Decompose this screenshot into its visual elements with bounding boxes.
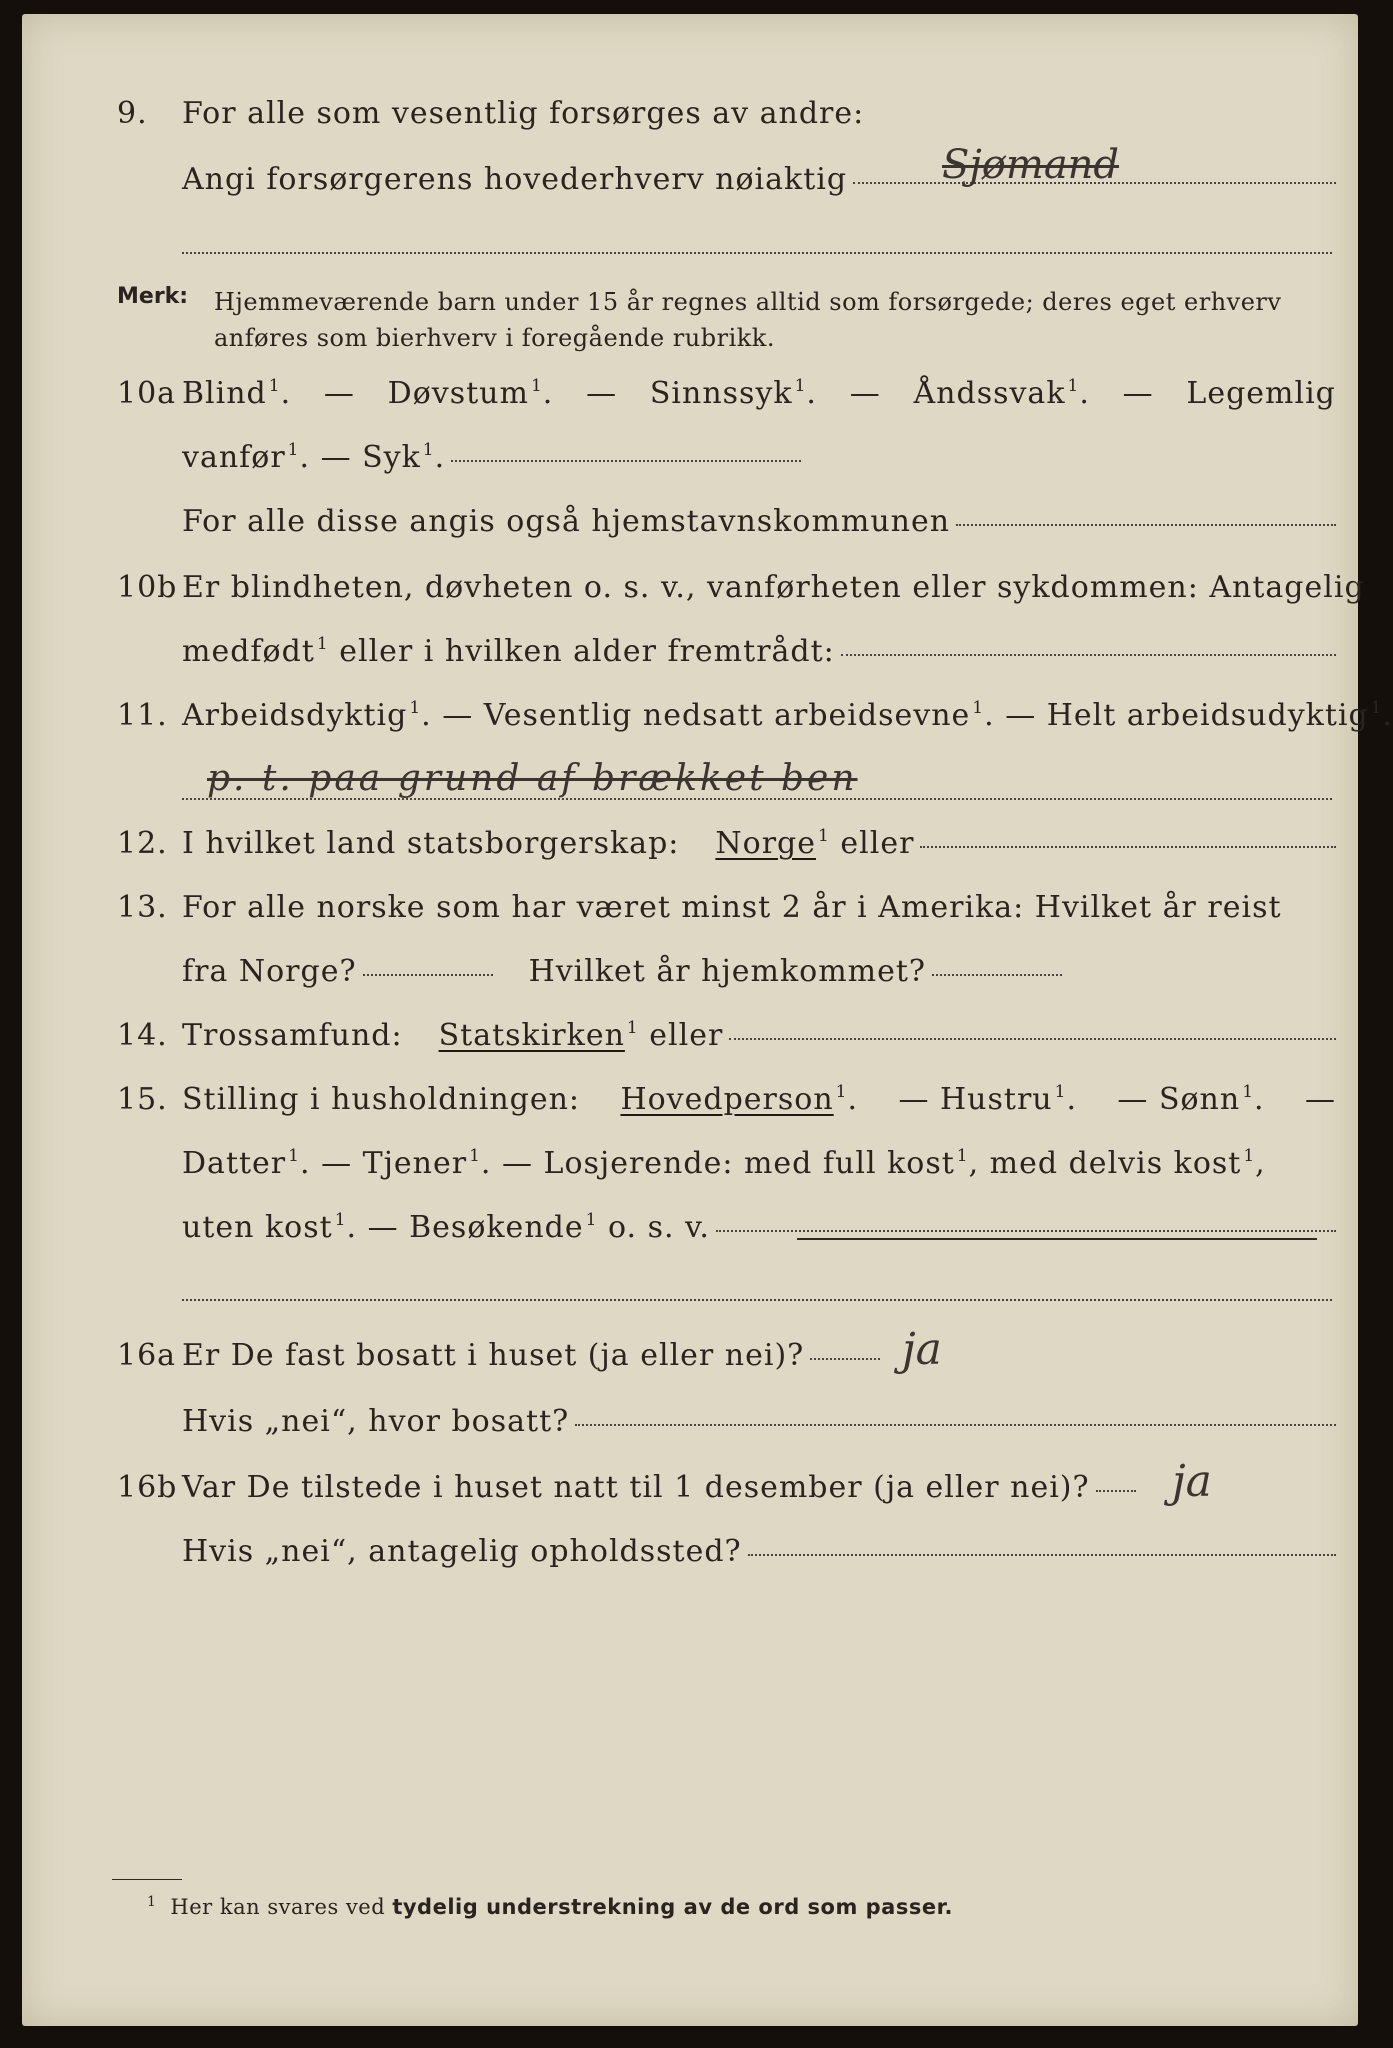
q16b-handwritten-answer: ja — [1172, 1456, 1212, 1507]
option-legemlig: Legemlig — [1186, 376, 1336, 411]
q10b-prompt: eller i hvilken alder fremtrådt: — [339, 634, 835, 669]
q10a-hjemstavn-line — [956, 504, 1336, 526]
option-blind: Blind — [182, 376, 267, 411]
q16b-answer-line — [1096, 1470, 1136, 1492]
q13-hjemkommet-prompt: Hvilket år hjemkommet? — [528, 954, 927, 989]
q11-handwritten-answer: p. t. paa grund af brækket ben — [207, 758, 858, 799]
q13-line1 — [22, 890, 1358, 946]
option-udyktig: — Helt arbeidsudyktig — [1005, 698, 1369, 733]
q13-number: 13. — [117, 890, 168, 925]
q10a-line3 — [22, 504, 1358, 560]
q16a-number: 16a — [117, 1338, 177, 1373]
option-sinnssyk: Sinnssyk — [649, 376, 793, 411]
footnote — [147, 1894, 953, 1919]
footnote-rule — [112, 1879, 182, 1880]
q14-answer-line — [729, 1018, 1336, 1040]
q9-line1 — [22, 96, 1358, 152]
q13-text: For alle norske som har været minst 2 år i Amerika: Hvilket år reist — [182, 890, 1282, 925]
q13-reist-prompt: fra Norge? — [182, 954, 357, 989]
q9-handwritten-answer: Sjømand — [942, 142, 1120, 188]
option-vanfor: vanfør — [182, 440, 286, 475]
q10b-line1 — [22, 570, 1365, 626]
q9-extra-line — [182, 252, 1332, 254]
q11-number: 11. — [117, 698, 168, 733]
q15-answer-line — [716, 1210, 1336, 1232]
q12-line: 12. I hvilket land statsborgerskap: Norge $^1$ eller — [22, 826, 1358, 882]
q12-answer-line — [920, 826, 1336, 848]
q16b-opholdssted-line — [748, 1534, 1336, 1556]
option-syk: Syk — [362, 440, 421, 475]
footnote-text: Her kan svares ved — [170, 1895, 386, 1919]
option-arbeidsdyktig: Arbeidsdyktig — [182, 698, 408, 733]
q10a-line2: vanfør $^1$. — Syk $^1$. — [22, 440, 1358, 496]
q14-number: 14. — [117, 1018, 168, 1053]
q10b-number: 10b — [117, 570, 178, 605]
option-losjerende-delvis: , med delvis kost — [968, 1146, 1242, 1181]
option-sonn: — Sønn — [1117, 1082, 1241, 1117]
q10a-answer-line — [451, 440, 801, 462]
option-nedsatt: — Vesentlig nedsatt arbeidsevne — [442, 698, 971, 733]
q9-prompt: Angi forsørgerens hovederhverv nøiaktig — [182, 162, 848, 197]
footnote-mark: 1 — [147, 1894, 157, 1910]
q14-prompt: Trossamfund: — [182, 1018, 403, 1053]
q15-prompt: Stilling i husholdningen: — [182, 1082, 581, 1117]
q10b-answer-line — [841, 634, 1336, 656]
merk-text: Hjemmeværende barn under 15 år regnes alltid som forsørgede; deres eget erhverv anføres som bierhverv i foregående rubrikk. — [214, 288, 1282, 352]
option-dovstum: Døvstum — [387, 376, 529, 411]
option-hustru: — Hustru — [898, 1082, 1053, 1117]
q16a-bosatt-line — [575, 1404, 1336, 1426]
q10a-line1: 10a Blind $^1$. — Døvstum $^1$. — Sinnssyk $^1$. — Åndssvak $^1$. — Legemlig — [117, 376, 1336, 411]
q16b-number: 16b — [117, 1470, 178, 1505]
option-norge-underlined: Norge — [715, 826, 817, 861]
option-medfodt: medfødt — [182, 634, 315, 669]
q9-number: 9. — [117, 96, 148, 131]
q16a-handwritten-answer: ja — [902, 1324, 942, 1375]
q15-line1: 15. Stilling i husholdningen: Hovedperson $^1$. — Hustru $^1$. — Sønn $^1$. — — [117, 1082, 1336, 1117]
option-tjener: — Tjener — [321, 1146, 468, 1181]
q12-prompt: I hvilket land statsborgerskap: — [182, 826, 680, 861]
q10b-line2: medfødt $^1$ eller i hvilken alder fremtrådt: — [22, 634, 1358, 690]
option-uten-kost: uten kost — [182, 1210, 333, 1245]
q10b-text: Er blindheten, døvheten o. s. v., vanførheten eller sykdommen: Antagelig — [182, 570, 1365, 605]
q13-reist-line — [363, 954, 493, 976]
option-besokende: . — Besøkende — [346, 1210, 584, 1245]
q16b-line2 — [22, 1534, 1358, 1590]
q15-line2: Datter $^1$. — Tjener $^1$. — Losjerende: med full kost $^1$, med delvis kost $^1$, — [182, 1146, 1266, 1181]
census-form-page — [22, 14, 1393, 2026]
q11-line1: 11. Arbeidsdyktig $^1$. — Vesentlig nedsatt arbeidsevne $^1$. — Helt arbeidsudyktig $^1$. — [117, 698, 1393, 733]
q15-extra-line — [182, 1299, 1332, 1301]
q16a-prompt: Er De fast bosatt i huset (ja eller nei)? — [182, 1338, 805, 1373]
q13-hjemkommet-line — [932, 954, 1062, 976]
option-andssvak: Åndssvak — [913, 376, 1066, 411]
q12-number: 12. — [117, 826, 168, 861]
option-hovedperson-underlined: Hovedperson — [620, 1082, 834, 1117]
q16b-line1 — [22, 1470, 1358, 1526]
q9-text: For alle som vesentlig forsørges av andre: — [182, 96, 865, 131]
q9-line2 — [22, 162, 1358, 218]
q15-line3: uten kost $^1$. — Besøkende $^1$ o. s. v. — [22, 1210, 1358, 1266]
q11-answer-line — [182, 798, 1332, 800]
merk-label: Merk: — [117, 284, 189, 309]
q10a-hjemstavn-prompt: For alle disse angis også hjemstavnskommunen — [182, 504, 951, 539]
option-losjerende-full: . — Losjerende: med full kost — [480, 1146, 955, 1181]
q16b-prompt: Var De tilstede i huset natt til 1 desember (ja eller nei)? — [182, 1470, 1090, 1505]
q14-line: 14. Trossamfund: Statskirken $^1$ eller — [22, 1018, 1358, 1074]
q16a-line2 — [22, 1404, 1358, 1460]
q16a-answer-line — [810, 1338, 880, 1360]
option-datter: Datter — [182, 1146, 287, 1181]
option-statskirken-underlined: Statskirken — [438, 1018, 625, 1053]
q15-ruled-line — [797, 1238, 1317, 1240]
q16b-opholdssted-prompt: Hvis „nei“, antagelig opholdssted? — [182, 1534, 742, 1569]
q16a-line1 — [22, 1338, 1358, 1394]
q13-line2 — [22, 954, 1358, 1010]
q16a-bosatt-prompt: Hvis „nei“, hvor bosatt? — [182, 1404, 570, 1439]
q15-number: 15. — [117, 1082, 168, 1117]
footnote-bold-text: tydelig understrekning av de ord som passer. — [392, 1895, 953, 1919]
q10a-number: 10a — [117, 376, 177, 411]
